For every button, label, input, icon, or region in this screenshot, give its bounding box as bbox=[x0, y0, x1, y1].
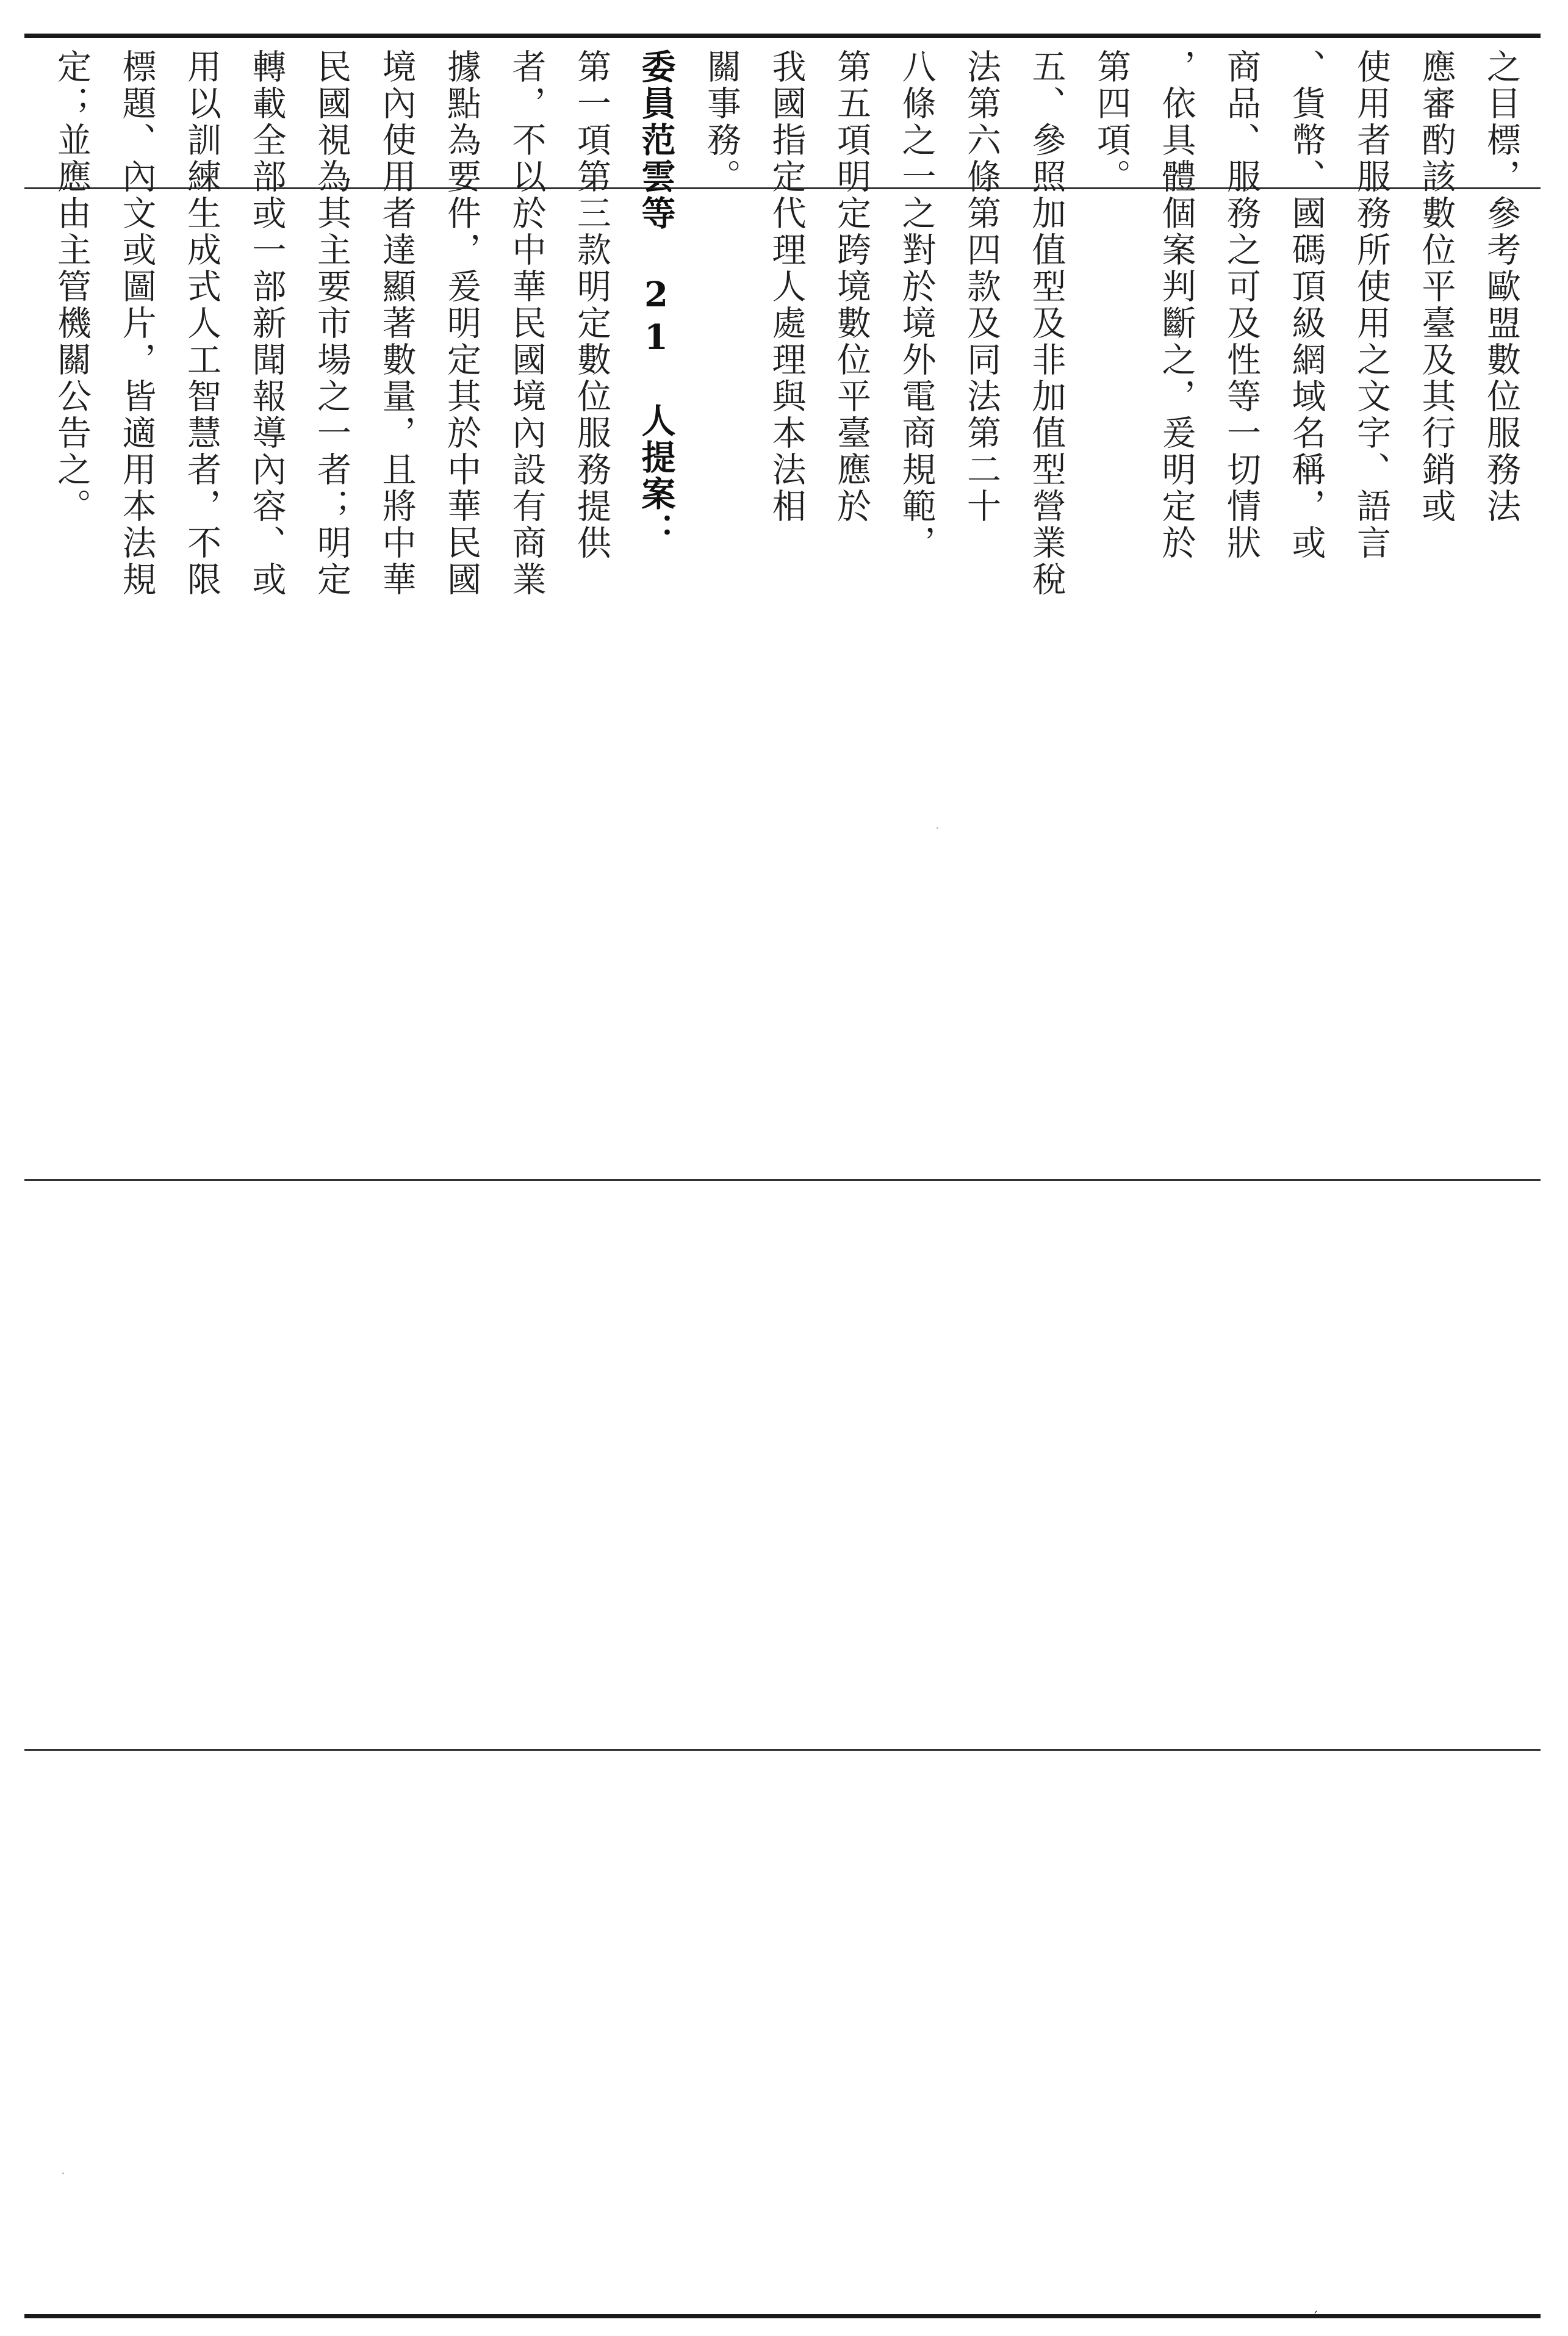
text-column: 第五項明定跨境數位平臺應於 bbox=[832, 49, 871, 525]
text-column: 第一項第三款明定數位服務提供 bbox=[572, 49, 611, 561]
text-column: 據點為要件，爰明定其於中華民國 bbox=[442, 49, 481, 598]
text-column: 境內使用者達顯著數量，且將中華 bbox=[376, 49, 417, 598]
text-column: 之目標，參考歐盟數位服務法 bbox=[1481, 49, 1521, 525]
section-heading: 委員范雲等 21 人提案： bbox=[636, 49, 677, 549]
text-column: 我國指定代理人處理與本法相 bbox=[766, 49, 807, 525]
text-column: 第四項。 bbox=[1091, 49, 1131, 195]
text-column: 標題、內文或圖片，皆適用本法規 bbox=[117, 49, 157, 598]
text-column: ，依具體個案判斷之，爰明定於 bbox=[1156, 49, 1196, 561]
text-column: 八條之一之對於境外電商規範， bbox=[896, 49, 937, 561]
text-column: 五、參照加值型及非加值型營業稅 bbox=[1026, 49, 1066, 598]
section-divider-2 bbox=[24, 1179, 1541, 1181]
scan-speck bbox=[62, 2172, 64, 2174]
text-column: 應審酌該數位平臺及其行銷或 bbox=[1416, 49, 1456, 525]
scan-speck bbox=[937, 827, 938, 829]
section-divider-3 bbox=[24, 1749, 1541, 1751]
text-column: 用以訓練生成式人工智慧者，不限 bbox=[182, 49, 221, 598]
text-column: 、貨幣、國碼頂級網域名稱，或 bbox=[1286, 49, 1326, 561]
page-mark: ´ bbox=[1312, 2310, 1318, 2326]
text-column: 轉載全部或一部新聞報導內容、或 bbox=[246, 49, 287, 598]
text-column: 關事務。 bbox=[702, 49, 741, 195]
text-column: 商品、服務之可及性等一切情狀 bbox=[1221, 49, 1261, 561]
text-column: 法第六條第四款及同法第二十 bbox=[962, 49, 1001, 525]
text-column: 者，不以於中華民國境內設有商業 bbox=[506, 49, 547, 598]
text-column: 使用者服務所使用之文字、語言 bbox=[1351, 49, 1391, 561]
text-column: 民國視為其主要市場之一者；明定 bbox=[312, 49, 351, 598]
explanation-text-block bbox=[24, 37, 1541, 598]
text-column: 定；並應由主管機關公告之。 bbox=[52, 49, 92, 525]
